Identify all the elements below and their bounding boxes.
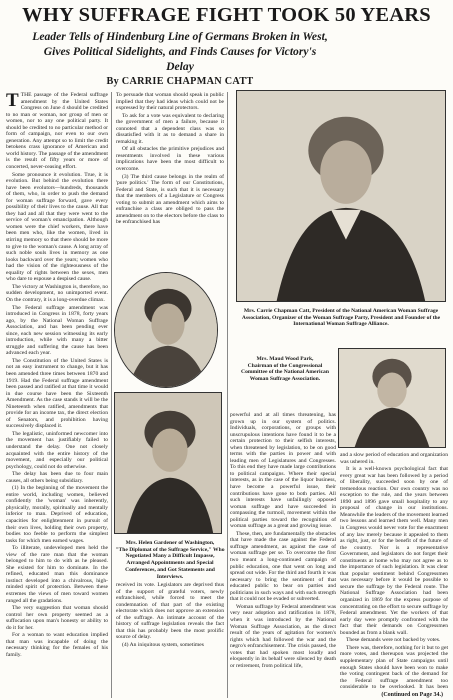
article-paragraph: powerful and at all times threatening, has grown up in our system of politics. Individuals, corporations, or groups with unscrupulous intentions have found it to be a certain protection to their selfish interests, when threatened by legislation, to be on good terms with the parties in power and with leading men of Legislatures and Congresses. To this end they have made large contributions to political campaigns. Where their special interests, as in the case of the liquor business, have become a powerful issue, their contributions have gone to both parties. All such interests have unfailingly opposed woman suffrage and have succeeded in compassing the turmoil, movement within the political parties toward the recognition of woman suffrage as a great and growing issue. [230, 412, 336, 530]
article-paragraph: Woman suffrage by Federal amendment was very near adoption and ratification in 1878, when it was introduced by the National Woman Suffrage Association, as the direct result of the years of agitation for women's rights which had followed the war and the negro's enfranchisement. The crisis passed, the votes that had spoken most loudly and eloquently in its behalf were silenced by death or retirement, from political life, [230, 603, 336, 669]
article-paragraph: and a slow period of education and organization was ushered in. [340, 452, 448, 465]
caption-catt: Mrs. Carrie Chapman Catt, President of the National American Woman Suffrage Association, Organizer of the Woman Suffrage Party, President and Founder of the International Woman Suffrage Alliance. [241, 308, 441, 328]
article-paragraph: To persuade that woman should speak in public implied that they had ideas which could not be expressed by their natural protectors. [116, 92, 224, 112]
headline: WHY SUFFRAGE FIGHT TOOK 50 YEARS [22, 4, 431, 26]
article-paragraph: Of all obstacles the primitive prejudices and resentments involved in these various implications have been the most difficult to overcome. [116, 146, 224, 173]
portrait-image [115, 273, 217, 387]
caption-gardener: Mrs. Helen Gardener of Washington, "The Diplomat of the Suffrage Service," Who Negotiated Many a Difficult Impasse, Arranged Appointments and Special Conferences, and Got Statements and Interviews. [115, 540, 225, 580]
photo-helen-gardener [114, 392, 222, 534]
article-paragraph: The delay has been due to four main causes, all others being subsidiary. [6, 471, 108, 484]
article-column-1 [6, 92, 108, 698]
article-paragraph: TTHE passage of the Federal suffrage amendment by the United States Congress on June 4 should be credited to no man or woman, nor group of men or women, nor to any one political party. It should be credited to no particular method or form of campaign, nor even to our own generation. Any attempt so to limit the credit betokens crass ignorance of American and world history. The passage of the amendment is the result of fifty years or more of concerted, never-ceasing effort. [6, 92, 108, 171]
photo-carrie-chapman-catt [236, 90, 446, 302]
deck-subheadline: Leader Tells of Hindenburg Line of Germans Broken in West, Gives Political Sidelights, and Finds Causes for Victory's Delay [32, 30, 328, 73]
article-paragraph: These, then, are fundamentally the obstacles that have made the case against the Federal suffrage amendment, as against the case of woman suffrage per se. To overcome the first two meant a long-continued campaign of public education, one that went on long and spread out wide. For the third and fourth it was necessary to bring the sentiment of that educated public to bear on parties and politicians in such ways and with such strength that it could not be evaded or subverted. [230, 530, 336, 603]
drop-cap: T [6, 92, 19, 111]
article-paragraph: The Constitution of the United States is not an easy instrument to change, but it has been amended three times between 1870 and 1919. Had the Federal suffrage amendment been passed and ratified at that time it would in due course have been the Sixteenth Amendment. As the case stands it will be the Nineteenth when ratified, amendments that provide for an income tax, the direct election of Senators, and prohibition having successively displaced it. [6, 357, 108, 430]
portrait-image [115, 393, 221, 533]
column-divider [227, 92, 228, 698]
article-paragraph: Some pronounce it evolution. True, it is evolution. But behind the evolution there have been evolutors—hundreds, thousands of them, who, in order to push the demand for woman suffrage forward, gave every possibility of their lives to the cause. All that they had and all that they were went to the service of woman's emancipation. Although women were the chief workers, there have been men who, like the women, lived in stirring memory so that there should be more to give to the woman's cause. A long array of such noble souls lives in memory as one looks backward over the years; women who had the vision of the righteousness of the equality of rights between the sexes, men who dare to espouse a despised cause. [6, 171, 108, 283]
article-column-3 [230, 412, 336, 698]
column-divider [111, 92, 112, 698]
continued-notice: (Continued on Page 34.) [381, 692, 443, 698]
article-paragraph: The Federal suffrage amendment was introduced in Congress in 1878, forty years ago, by the National Woman Suffrage Association, and has been pending ever since, each new session witnessing its early introduction, while with many a bitter struggle and suffering the cause has been advanced each year. [6, 304, 108, 357]
article-paragraph: To illiterate, undeveloped men held the view of the rare man that the woman belonged to him to do with as he pleased. She existed for him to dominate. In the refined, educated man this dominance instinct developed into a chivalrous, high-minded spirit of protection. Between these extremes the views of men toward women ranged all the gradations. [6, 545, 108, 604]
byline: By CARRIE CHAPMAN CATT [106, 76, 254, 87]
article-column-2-upper [116, 92, 224, 267]
article-paragraph: (1) In the beginning of the movement the entire world, including women, believed confidently the 'woman' was inherently, physically, morally, spiritually and mentally inferior to man. Deprived of education, capacities for enlightenment in pursuit of their own lives, holding their own property, bodies too feeble to perform the simplest tasks for which men earned wages. [6, 485, 108, 544]
article-paragraph: The very suggestion that woman should control her own property seemed as a suffocation upon man's honesty or ability to do it for her. [6, 605, 108, 631]
article-paragraph: The victory at Washington is, therefore, no sudden development, no unimported event. On the contrary, it is a long-overdue climax. [6, 283, 108, 303]
article-paragraph: It is a well-known psychological fact that every great war has been followed by a period of liberality, succeeded soon by one of tremendous reaction. Our own country was no exception to the rule, and the years between 1890 and 1896 gave small hospitality to any proposal of change in our institutions. Meanwhile the leaders of the movement learned two lessons and learned them well. Many men in Congress would never vote for the enactment of any law merely because it appealed to them as right, just, or for the benefit of the future of the country. Nor is a representative Government, and legislators do not forget their constituents at home who may not agree as to the importance of such legislation. It was clear that popular sentiment behind Congressmen was necessary before it would be possible to secure the suffrage by the Federal route. The National Suffrage Association had been organized in 1869 for the express purpose of concentrating on the effort to secure suffrage by Federal amendment. Yet the workers of that early day were promptly confronted with the fact that their demands on Congressmen bounded as from a blank wall. [340, 466, 448, 636]
article-paragraph: (4) An iniquitous system, sometimes [122, 641, 204, 648]
photo-helen-gardener-oval [114, 272, 218, 388]
portrait-image [339, 349, 445, 447]
article-paragraph: (3) The third cause belongs in the realm of 'pure politics.' The form of our Constitutions, Federal and State, is such that it is necessary that the members of a Legislature or Congress voting to submit an amendment which aims to enfranchise a class are obliged to pass the amendment on to the electors before the class to be enfranchised has [116, 173, 224, 226]
article-paragraph: received its vote. Legislators are deprived thus of the support of grateful voters, newly enfranchised, while forced to meet the condemnation of that part of the existing electorate which does not approve an extension of the suffrage. An intimate account of the history of suffrage legislation reveals the fact that this has probably been the most prolific source of delay. [116, 582, 224, 641]
article-column-4 [340, 452, 448, 690]
article-paragraph: To ask for a vote was equivalent to declaring the government of men a failure, because it connoted that a dependent class was so dissatisfied with it as to demand a share in remaking it. [116, 112, 224, 145]
article-paragraph: For a woman to want education implied that man was incapable of doing the necessary thinking for the females of his family. [6, 632, 108, 658]
photo-maud-wood-park [338, 348, 446, 448]
article-paragraph: The legalistic, uninformed newcomer into the movement has justifiably failed to understand the delay. One not closely acquainted with the entire history of the movement, and especially our political psychology, could not do otherwise. [6, 430, 108, 470]
article-paragraph: There was, therefore, nothing for it but to get more votes, and thereupon was projected the supplementary plan of State campaigns until enough States should have been won to make the voting contingent back of the demand for the Federal suffrage amendment too considerable to be overlooked. It has been [340, 644, 448, 690]
article-column-2-lower [116, 582, 224, 698]
caption-park: Mrs. Maud Wood Park, Chairman of the Congressional Committee of the National American Woman Suffrage Association. [241, 356, 329, 383]
portrait-image [237, 91, 445, 301]
article-paragraph: These demands were not backed by votes. [346, 637, 441, 644]
